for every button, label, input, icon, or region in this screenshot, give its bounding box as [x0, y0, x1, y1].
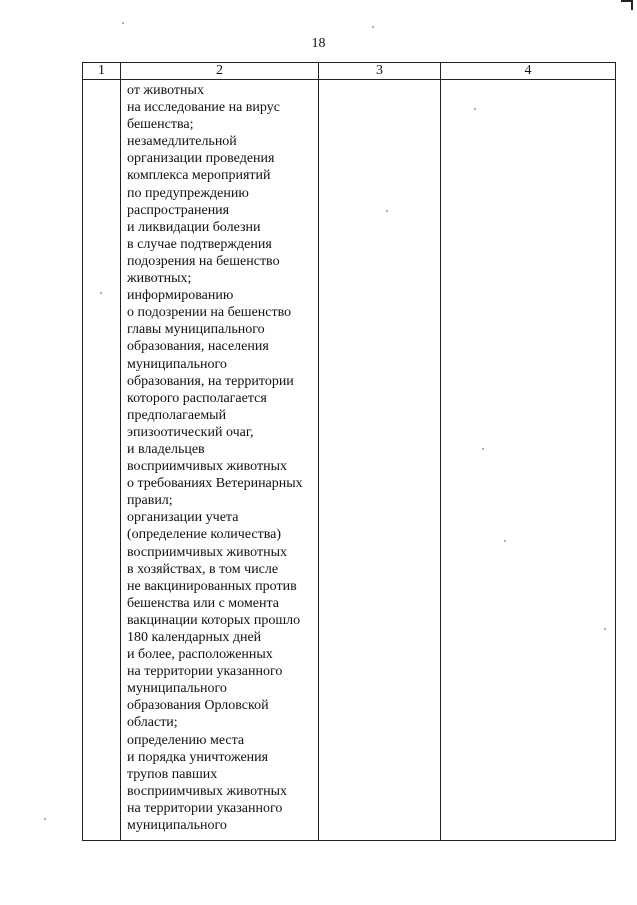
- scan-speck: [100, 292, 102, 294]
- text-line: на исследование на вирус: [127, 100, 280, 116]
- cell-col-4: [441, 80, 616, 841]
- text-line: муниципального: [127, 356, 227, 372]
- text-line: информированию: [127, 288, 234, 304]
- table-header-row: [83, 63, 616, 80]
- document-table: [82, 62, 616, 841]
- text-line: и более, расположенных: [127, 647, 273, 663]
- scan-speck: [122, 22, 124, 24]
- text-line: о требованиях Ветеринарных: [127, 476, 303, 492]
- cell-col-1: [83, 80, 121, 841]
- scan-speck: [504, 540, 506, 542]
- text-line: 180 календарных дней: [127, 630, 262, 645]
- header-col-2: 2: [121, 63, 319, 80]
- text-line: бешенства;: [127, 117, 194, 133]
- page-number: 18: [311, 36, 326, 51]
- text-line: муниципального: [127, 818, 227, 834]
- text-line: организации проведения: [127, 151, 275, 167]
- text-line: восприимчивых животных: [127, 783, 287, 799]
- text-line: и порядка уничтожения: [127, 749, 269, 765]
- text-line: не вакцинированных против: [127, 578, 297, 594]
- text-line: восприимчивых животных: [127, 544, 287, 560]
- text-line: и владельцев: [127, 441, 205, 457]
- scan-speck: [474, 108, 476, 110]
- text-line: незамедлительной: [127, 134, 237, 150]
- text-line: образования, населения: [127, 339, 269, 355]
- text-line: на территории указанного: [127, 800, 283, 816]
- header-col-3: 3: [319, 63, 441, 80]
- text-line: о подозрении на бешенство: [127, 305, 292, 321]
- text-line: восприимчивых животных: [127, 459, 287, 475]
- text-line: от животных: [127, 83, 204, 98]
- text-line: муниципального: [127, 681, 227, 697]
- text-line: и ликвидации болезни: [127, 219, 261, 235]
- text-line: предполагаемый: [127, 407, 227, 423]
- text-line: образования, на территории: [127, 373, 294, 389]
- text-line: по предупреждению: [127, 185, 249, 201]
- cell-col-3: [319, 80, 441, 841]
- scan-speck: [482, 448, 484, 450]
- text-line: вакцинации которых прошло: [127, 612, 301, 628]
- text-line: на территории указанного: [127, 664, 283, 680]
- text-line: правил;: [127, 493, 173, 509]
- text-line: распространения: [127, 202, 230, 218]
- text-line: бешенства или с момента: [127, 595, 279, 611]
- text-line: в хозяйствах, в том числе: [127, 561, 279, 577]
- header-col-1: 1: [83, 63, 121, 80]
- text-line: организации учета: [127, 510, 239, 526]
- text-line: трупов павших: [127, 766, 218, 782]
- text-line: области;: [127, 715, 178, 731]
- text-line: в случае подтверждения: [127, 236, 272, 252]
- cell-col-2: [121, 80, 319, 841]
- header-col-4: 4: [441, 63, 616, 80]
- scan-speck: [604, 628, 606, 630]
- corner-mark: [621, 0, 633, 10]
- text-line: образования Орловской: [127, 698, 269, 714]
- text-line: главы муниципального: [127, 322, 265, 338]
- text-line: комплекса мероприятий: [127, 168, 271, 184]
- cell-col-2-text: [121, 80, 318, 834]
- text-line: подозрения на бешенство: [127, 253, 280, 269]
- text-line: (определение количества): [127, 527, 282, 543]
- scan-speck: [386, 210, 388, 212]
- table-row: [83, 80, 616, 841]
- text-line: эпизоотический очаг,: [127, 424, 254, 440]
- scan-speck: [44, 818, 46, 820]
- text-line: которого располагается: [127, 390, 267, 406]
- scan-speck: [372, 26, 374, 28]
- text-line: животных;: [127, 271, 192, 287]
- text-line: определению места: [127, 732, 245, 748]
